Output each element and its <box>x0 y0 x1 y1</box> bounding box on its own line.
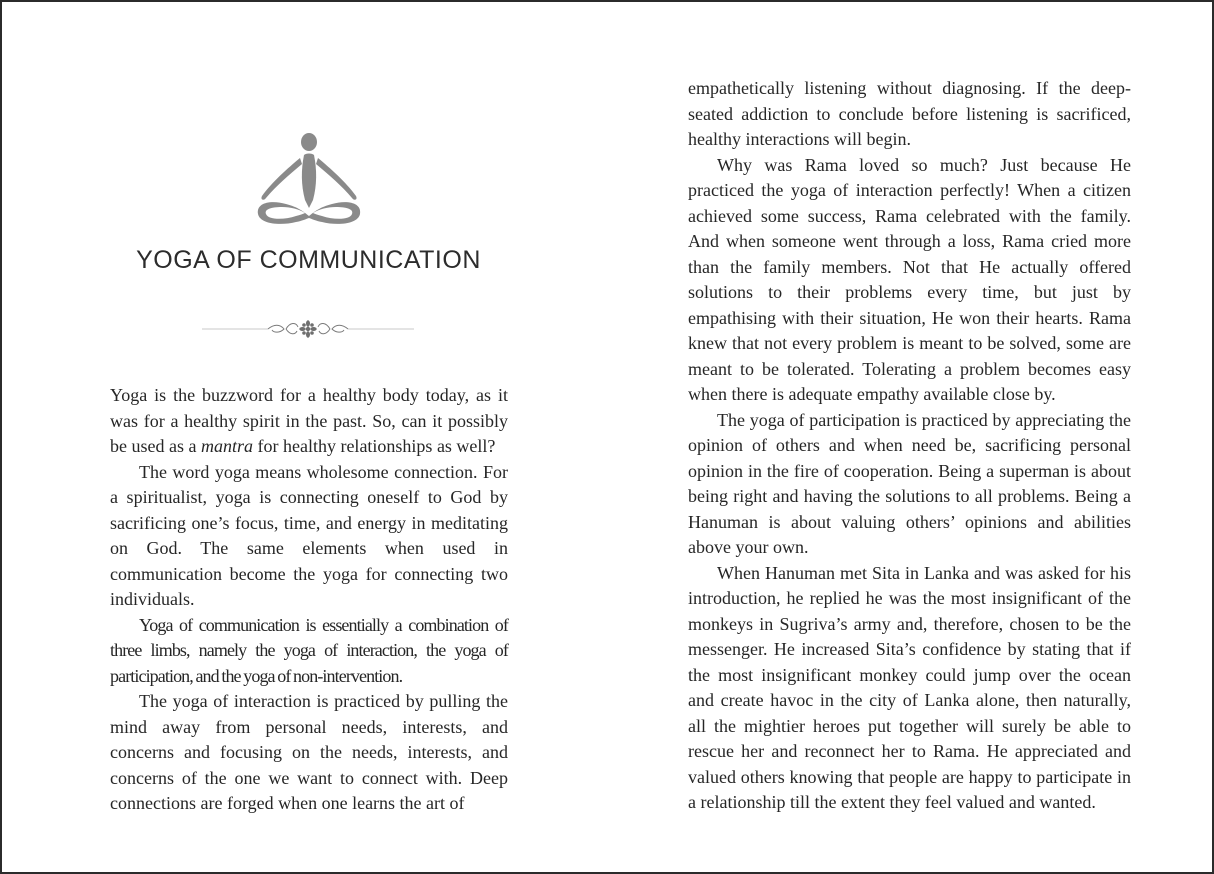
paragraph: When Hanuman met Sita in Lanka and was asked for his introduction, he replied he was the most insignificant of the monkeys in Sugriva’s army and, therefore, chosen to be the messenger. He increased Sita’s confidence by stating that if the most insignificant monkey could jump over the ocean and create havoc in the city of Lanka alone, then naturally, all the mightier heroes put together will surely be able to rescue her and reconnect her to Rama. He appreciated and valued others knowing that people are happy to participate in a relationship till the extent they feel valued and wanted. <box>688 562 1131 812</box>
paragraph: The word yoga means wholesome connection. For a spiritualist, yoga is connecting oneself to God by sacrificing one’s focus, time, and energy in meditating on God. The same elements when used in communication become the yoga for connecting two individuals. <box>110 461 508 609</box>
paragraph: Why was Rama loved so much? Just because He practiced the yoga of interaction perfectly! When a citizen achieved some success, Rama celebrated with the family. And when someone went through a loss, Rama cried more than the family members. Not that He actually offered solutions to their problems every time, but just by empathising with their situation, He won their hearts. Rama knew that not every problem is meant to be solved, some are meant to be tolerated. Tolerating a problem becomes easy when there is adequate empathy available close by. <box>688 154 1131 404</box>
right-page-body <box>688 76 1131 816</box>
left-page <box>2 2 609 872</box>
paragraph: The yoga of interaction is practiced by pulling the mind away from personal needs, interests, and concerns and focusing on the needs, interests, and concerns of the one we want to connect with. Deep connections are forged when one learns the art of <box>110 691 508 813</box>
floral-divider-ornament <box>202 318 414 340</box>
paragraph: empathetically listening without diagnosing. If the deep-seated addiction to conclude before listening is sacrificed, healthy interactions will begin. <box>688 78 1131 149</box>
paragraph: The yoga of participation is practiced by appreciating the opinion of others and when need be, sacrificing personal opinion in the fire of cooperation. Being a superman is about being right and having the solutions to all problems. Being a Hanuman is about valuing others’ opinions and abilities above your own. <box>688 409 1131 557</box>
paragraph <box>110 383 508 460</box>
paragraph-text: for healthy relationships as well? <box>252 436 496 456</box>
paragraph-text: Yoga is the buzzword for a healthy body today, as it was for a healthy spirit in the past. So, can it possibly be used as a <box>110 385 508 456</box>
chapter-title: YOGA OF COMMUNICATION <box>136 246 481 274</box>
paragraph: Yoga of communication is essentially a combination of three limbs, namely the yoga of interaction, the yoga of participation, and the yoga of non-intervention. <box>110 614 508 686</box>
meditation-figure-icon <box>252 130 366 232</box>
right-page <box>609 2 1212 872</box>
italic-term: mantra <box>200 436 253 456</box>
left-page-body <box>110 383 508 817</box>
